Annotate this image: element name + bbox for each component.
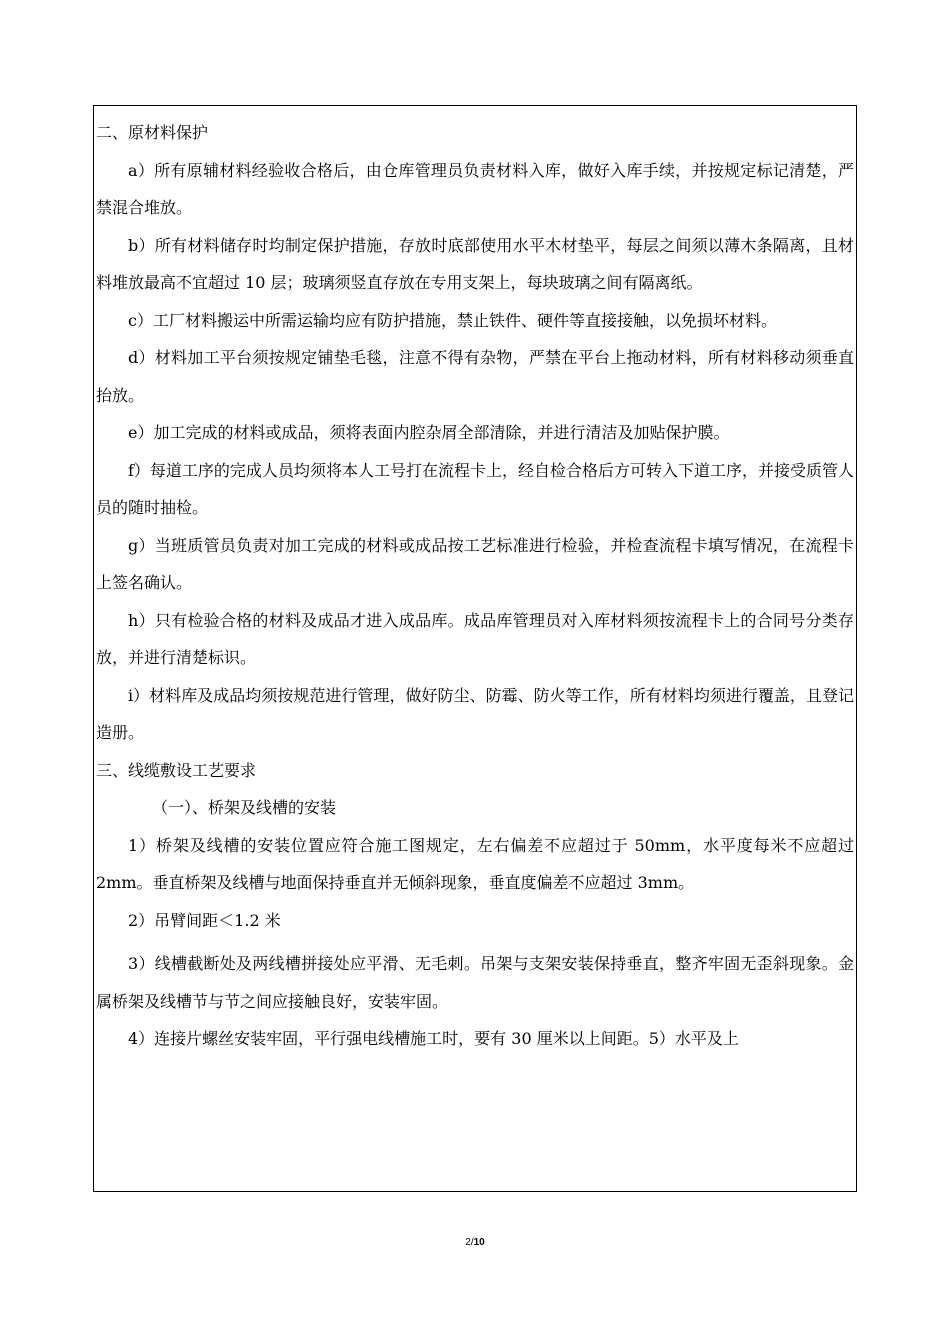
paragraph-item-d: d）材料加工平台须按规定铺垫毛毯，注意不得有杂物，严禁在平台上拖动材料，所有材料移动须垂直抬放。 bbox=[96, 348, 854, 405]
paragraph-item-a: a）所有原辅材料经验收合格后，由仓库管理员负责材料入库，做好入库手续，并按规定标记清楚，严禁混合堆放。 bbox=[96, 160, 854, 217]
current-page-number: 2 bbox=[465, 1237, 471, 1248]
paragraph-item-2: 2）吊臂间距＜1.2 米 bbox=[128, 910, 281, 930]
paragraph-item-c: c）工厂材料搬运中所需运输均应有防护措施，禁止铁件、硬件等直接接触，以免损坏材料。 bbox=[128, 310, 777, 330]
paragraph-item-3: 3）线槽截断处及两线槽拼接处应平滑、无毛刺。吊架与支架安装保持垂直，整齐牢固无歪斜现象。金属桥架及线槽节与节之间应接触良好，安装牢固。 bbox=[96, 954, 854, 1011]
section-heading-raw-material-protection: 二、原材料保护 bbox=[96, 123, 209, 142]
page-number-footer bbox=[0, 1237, 950, 1248]
paragraph-item-i: i）材料库及成品均须按规范进行管理，做好防尘、防霉、防火等工作，所有材料均须进行覆盖，且登记造册。 bbox=[96, 685, 854, 742]
paragraph-item-h: h）只有检验合格的材料及成品才进入成品库。成品库管理员对入库材料须按流程卡上的合同号分类存放，并进行清楚标识。 bbox=[96, 610, 854, 667]
paragraph-item-1: 1）桥架及线槽的安装位置应符合施工图规定，左右偏差不应超过于 50mm，水平度每米不应超过 2mm。垂直桥架及线槽与地面保持垂直并无倾斜现象，垂直度偏差不应超过 3mm。 bbox=[96, 835, 854, 892]
section-heading-cable-laying: 三、线缆敷设工艺要求 bbox=[96, 760, 257, 780]
paragraph-item-f: f）每道工序的完成人员均须将本人工号打在流程卡上，经自检合格后方可转入下道工序，并接受质管人员的随时抽检。 bbox=[96, 460, 854, 517]
total-page-count: 10 bbox=[473, 1237, 485, 1248]
document-frame bbox=[93, 105, 857, 1192]
paragraph-item-b: b）所有材料储存时均制定保护措施，存放时底部使用水平木材垫平，每层之间须以薄木条隔离，且材料堆放最高不宜超过 10 层；玻璃须竖直存放在专用支架上，每块玻璃之间有隔离纸。 bbox=[96, 235, 854, 292]
paragraph-item-4: 4）连接片螺丝安装牢固，平行强电线槽施工时，要有 30 厘米以上间距。5）水平及上 bbox=[128, 1029, 739, 1048]
paragraph-item-e: e）加工完成的材料或成品，须将表面内腔杂屑全部清除，并进行清洁及加贴保护膜。 bbox=[128, 423, 730, 442]
subsection-heading-bridge-trunking: （一）、桥架及线槽的安装 bbox=[152, 798, 337, 817]
paragraph-item-g: g）当班质管员负责对加工完成的材料或成品按工艺标准进行检验，并检查流程卡填写情况，在流程卡上签名确认。 bbox=[96, 535, 854, 592]
page-separator: / bbox=[470, 1237, 474, 1248]
document-content bbox=[94, 106, 856, 1058]
